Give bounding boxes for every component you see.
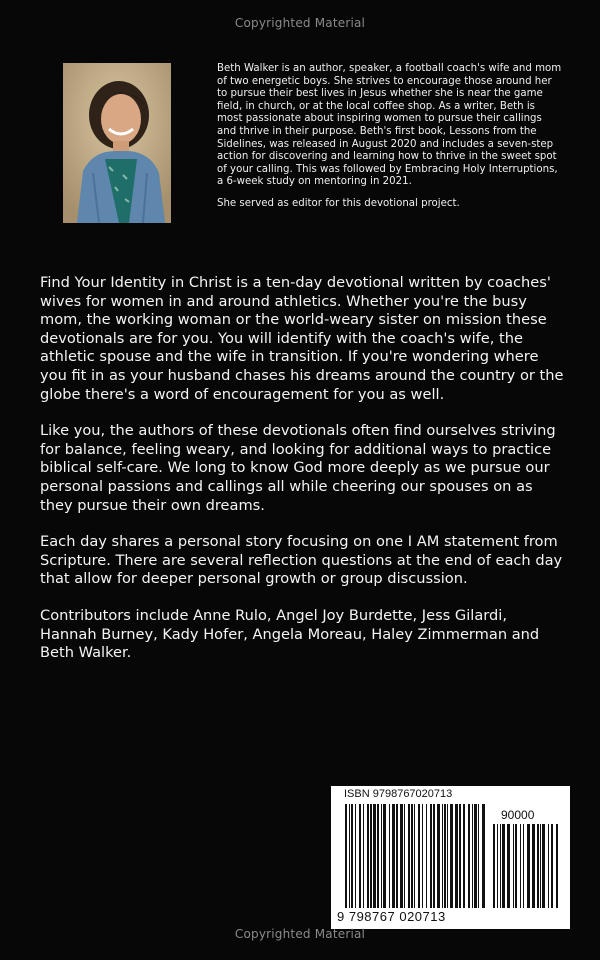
price-code: 90000 — [501, 808, 535, 822]
author-portrait-image — [63, 63, 171, 223]
isbn-label: ISBN 9798767020713 — [344, 788, 453, 800]
author-bio-text: Beth Walker is an author, speaker, a football coach's wife and mom of two energetic boys. She strives to encourage those around her to pursue their best lives in Jesus whether she is near the game field, in church, or at the local coffee shop. As a writer, Beth is most passionate about inspiring women to pursue their callings and thrive in their purpose. Beth's first book, Lessons from the Sidelines, was released in August 2020 and includes a seven-step action for discovering and learning how to thrive in the sweet spot of your calling. This was followed by Embracing Holy Interruptions, a 6-week study on mentoring in 2021. — [217, 63, 562, 188]
isbn-barcode — [331, 786, 570, 929]
watermark-top: Copyrighted Material — [234, 16, 366, 30]
description-paragraph-2: Like you, the authors of these devotionals often find ourselves striving for balance, feeling weary, and looking for additional ways to practice biblical self-care. We long to know God more deeply as we pursue our personal passions and callings all while cheering our spouses on as they pursue their own dreams. — [40, 422, 556, 514]
author-bio — [217, 63, 562, 220]
contributors-paragraph: Contributors include Anne Rulo, Angel Joy Burdette, Jess Gilardi, Hannah Burney, Kady Hofer, Angela Moreau, Haley Zimmerman and Beth Walker. — [40, 606, 540, 662]
book-description — [40, 274, 565, 681]
watermark-bottom: Copyrighted Material — [234, 927, 366, 941]
description-paragraph-3: Each day shares a personal story focusing on one I AM statement from Scripture. There are several reflection questions at the end of each day that allow for deeper personal growth or group discussion. — [40, 533, 563, 588]
description-paragraph-1: Find Your Identity in Christ is a ten-day devotional written by coaches' wives for women in and around athletics. Whether you're the busy mom, the working woman or the world-weary sister on mission these devotionals are for you. You will identify with the coach's wife, the athletic spouse and the wife in transition. If you're wondering where you fit in as your husband chases his dreams around the country or the globe there's a word of encouragement for you as well. — [40, 274, 564, 403]
author-photo — [63, 63, 171, 223]
editor-note: She served as editor for this devotional project. — [217, 197, 460, 209]
isbn-digits: 9 798767 020713 — [337, 909, 446, 924]
